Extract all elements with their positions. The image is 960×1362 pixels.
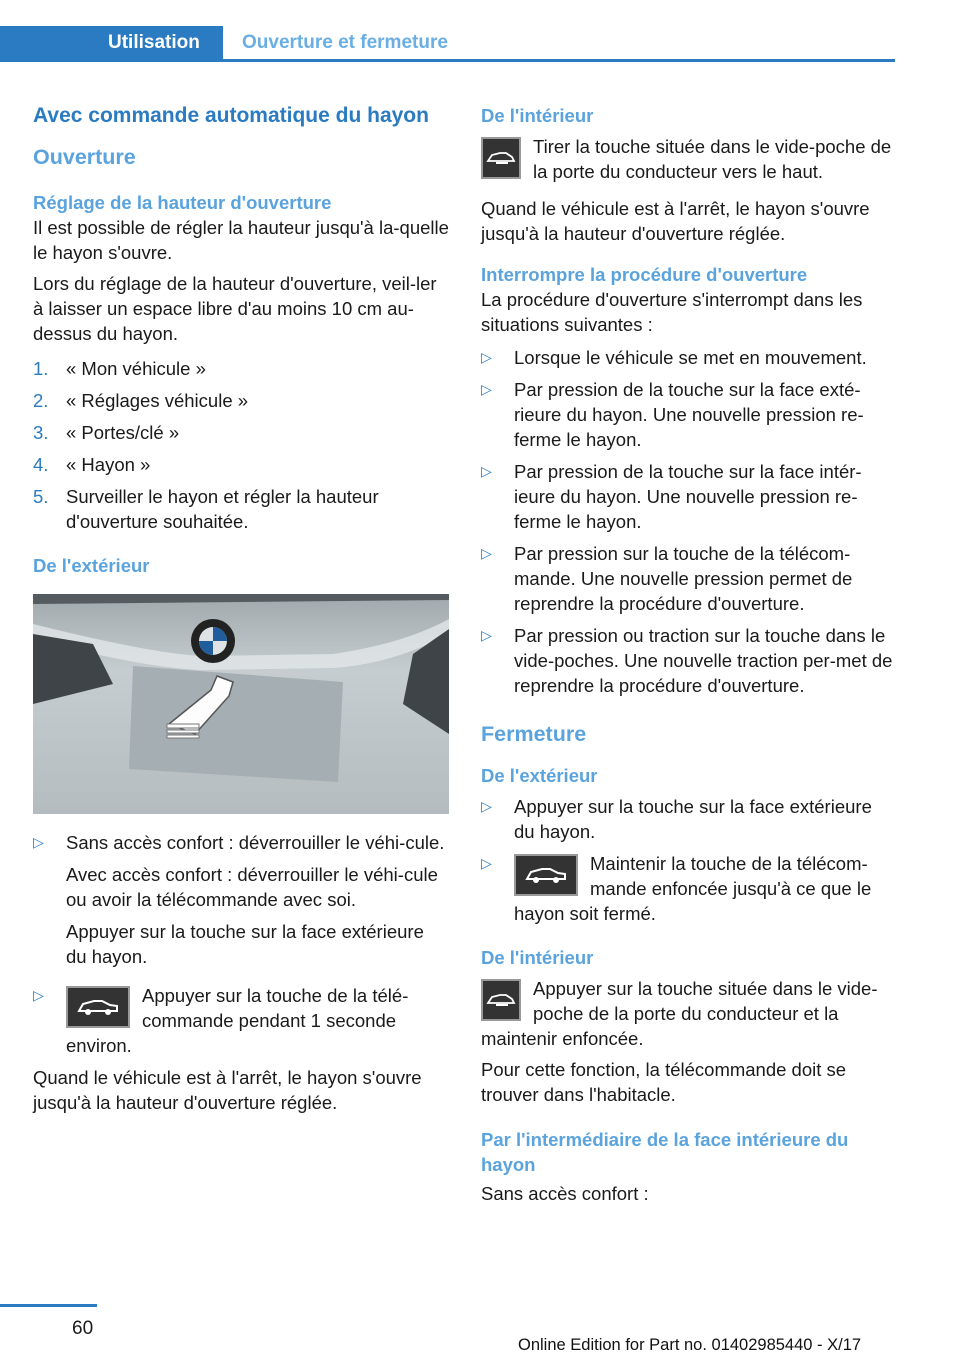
interieur-block: Tirer la touche située dans le vide-poche de la porte du conducteur vers le haut. [481,134,897,184]
list-item: 3. « Portes/clé » [33,422,180,443]
triangle-right-icon: ▷ [481,349,492,365]
list-item: ▷ Par pression de la touche sur la face exté-rieure du hayon. Une nouvelle pression re-ferme le hayon. [481,379,864,450]
fermeture-heading: Fermeture [481,722,587,746]
triangle-right-icon: ▷ [33,987,44,1003]
list-item: ▷ Par pression de la touche sur la face intér-ieure du hayon. Une nouvelle pression re-ferme le hayon. [481,461,862,532]
door-pocket-button-icon [481,137,521,179]
fermeture-int-paragraph: Pour cette fonction, la télécommande doit se trouver dans l'habitacle. [481,1059,847,1105]
triangle-right-icon: ▷ [481,381,492,397]
list-item: 2. « Réglages véhicule » [33,390,249,411]
exterieur-heading: De l'extérieur [33,555,150,576]
left-column [33,103,449,1115]
tailgate-photo [33,594,449,814]
reglage-paragraph-2: Lors du réglage de la hauteur d'ouverture, veil-ler à laisser un espace libre d'au moins 10 cm au-dessus du hayon. [33,273,437,344]
list-item: ▷ Appuyer sur la touche sur la face extérieure du hayon. [481,796,872,842]
sans-acces-text: Sans accès confort : [481,1183,649,1204]
door-pocket-button-icon [481,979,521,1021]
exterieur-bullets [33,830,449,1058]
car-tailgate-icon [514,854,578,896]
page-header [0,26,895,62]
interieur-heading: De l'intérieur [481,105,594,126]
header-subsection-tab: Ouverture et fermeture [242,32,448,53]
fermeture-int-heading: De l'intérieur [481,947,594,968]
right-column [481,103,897,1206]
triangle-right-icon: ▷ [481,463,492,479]
ouverture-heading: Ouverture [33,145,136,169]
list-item: ▷ Par pression sur la touche de la télécom-mande. Une nouvelle pression permet de reprendre la procédure d'ouverture. [481,543,853,614]
reglage-paragraph-1: Il est possible de régler la hauteur jusqu'à la-quelle le hayon s'ouvre. [33,217,449,263]
fermeture-ext-heading: De l'extérieur [481,765,598,786]
section-title: Avec commande automatique du hayon [33,104,429,127]
list-item: 5. Surveiller le hayon et régler la hauteur d'ouverture souhaitée. [33,486,379,532]
car-tailgate-icon [66,986,130,1028]
triangle-right-icon: ▷ [33,834,44,850]
list-item: ▷ Appuyer sur la touche de la télé-commande pendant 1 seconde environ. [33,985,409,1056]
list-item: ▷ Sans accès confort : déverrouiller le véhi-cule. Avec accès confort : déverrouiller le véhi-cule ou avoir la télécommande avec soi. Appuyer sur la touche sur la face extérieure du hayon. [33,832,445,967]
arret-paragraph-right: Quand le véhicule est à l'arrêt, le hayon s'ouvre jusqu'à la hauteur d'ouverture réglée. [481,198,870,244]
triangle-right-icon: ▷ [481,545,492,561]
steps-list [33,356,449,534]
triangle-right-icon: ▷ [481,855,492,871]
list-item: ▷ Lorsque le véhicule se met en mouvement. [481,347,867,368]
footer-edition: Online Edition for Part no. 01402985440 - X/17 [518,1336,862,1354]
page-number: 60 [72,1318,94,1339]
interrompre-intro: La procédure d'ouverture s'interrompt dans les situations suivantes : [481,289,863,335]
intermediaire-heading: Par l'intermédiaire de la face intérieure du hayon [481,1129,849,1175]
reglage-heading: Réglage de la hauteur d'ouverture [33,192,332,213]
fermeture-int-block: Appuyer sur la touche située dans le vide-poche de la porte du conducteur et la maintenir enfoncée. [481,978,878,1049]
footer-rule [0,1304,97,1307]
triangle-right-icon: ▷ [481,798,492,814]
fermeture-ext-list [481,794,897,926]
list-item: ▷ Maintenir la touche de la télécom-mande enfoncée jusqu'à ce que le hayon soit fermé. [481,853,872,924]
list-item: 4. « Hayon » [33,454,151,475]
list-item: ▷ Par pression ou traction sur la touche dans le vide-poches. Une nouvelle traction per-met de reprendre la procédure d'ouverture. [481,625,893,696]
arret-paragraph-left: Quand le véhicule est à l'arrêt, le hayon s'ouvre jusqu'à la hauteur d'ouverture réglée. [33,1067,422,1113]
header-section-tab: Utilisation [0,26,223,59]
interrompre-list [481,345,897,698]
interrompre-heading: Interrompre la procédure d'ouverture [481,264,808,285]
triangle-right-icon: ▷ [481,627,492,643]
list-item: 1. « Mon véhicule » [33,358,206,379]
